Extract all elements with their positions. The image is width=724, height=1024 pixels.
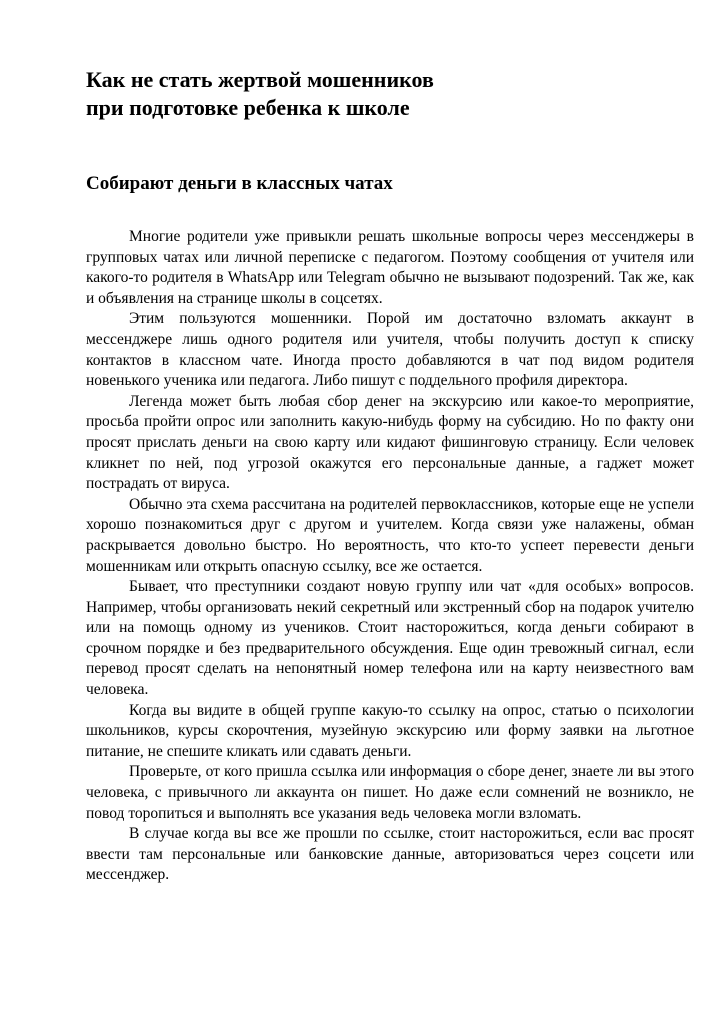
title-line-1: Как не стать жертвой мошенников [86, 67, 434, 92]
section-heading: Собирают деньги в классных чатах [86, 173, 393, 194]
paragraph: В случае когда вы все же прошли по ссылке, стоит насторожиться, если вас просят ввести там персональные или банковские данные, авторизоваться через соцсети или мессенджер. [86, 825, 694, 884]
paragraph: Многие родители уже привыкли решать школьные вопросы через мессенджеры в групповых чатах или личной переписке с педагогом. Поэтому сообщения от учителя или какого-то родителя в WhatsApp или Telegram обычно не вызывают подозрений. Так же, как и объявления на странице школы в соцсетях. [86, 228, 694, 307]
article-body [86, 227, 694, 886]
document-title [86, 66, 694, 122]
paragraph: Легенда может быть любая сбор денег на экскурсию или какое-то мероприятие, просьба пройти опрос или заполнить какую-нибудь форму на субсидию. Но по факту они просят прислать деньги на свою карту или кидают фишинговую страницу. Если человек кликнет по ней, под угрозой окажутся его персональные данные, а гаджет может пострадать от вируса. [86, 392, 694, 493]
paragraph: Бывает, что преступники создают новую группу или чат «для особых» вопросов. Например, чтобы организовать некий секретный или экстренный сбор на подарок учителю или на помощь одному из учеников. Стоит насторожиться, когда деньги собирают в срочном порядке и без предварительного обсуждения. Еще один тревожный сигнал, если перевод просят сделать на непонятный номер телефона или на карту неизвестного вам человека. [86, 578, 694, 699]
paragraph: Проверьте, от кого пришла ссылка или информация о сборе денег, знаете ли вы этого человека, с привычного ли аккаунта он пишет. Но даже если сомнений не возникло, не повод торопиться и выполнять все указания ведь человека могли взломать. [86, 763, 694, 822]
title-line-2: при подготовке ребенка к школе [86, 95, 410, 120]
paragraph: Обычно эта схема рассчитана на родителей первоклассников, которые еще не успели хорошо познакомиться друг с другом и учителем. Когда связи уже налажены, обман раскрывается довольно быстро. Но вероятность, что кто-то успеет перевести деньги мошенникам или открыть опасную ссылку, все же остается. [86, 495, 694, 575]
paragraph: Этим пользуются мошенники. Порой им достаточно взломать аккаунт в мессенджере лишь одного родителя или учителя, чтобы получить доступ к списку контактов в классном чате. Иногда просто добавляются в чат под видом родителя новенького ученика или педагога. Либо пишут с поддельного профиля директора. [86, 310, 694, 390]
paragraph: Когда вы видите в общей группе какую-то ссылку на опрос, статью о психологии школьников, курсы скорочтения, музейную экскурсию или форму заявки на льготное питание, не спешите кликать или сдавать деньги. [86, 701, 694, 760]
document-page [86, 66, 694, 886]
